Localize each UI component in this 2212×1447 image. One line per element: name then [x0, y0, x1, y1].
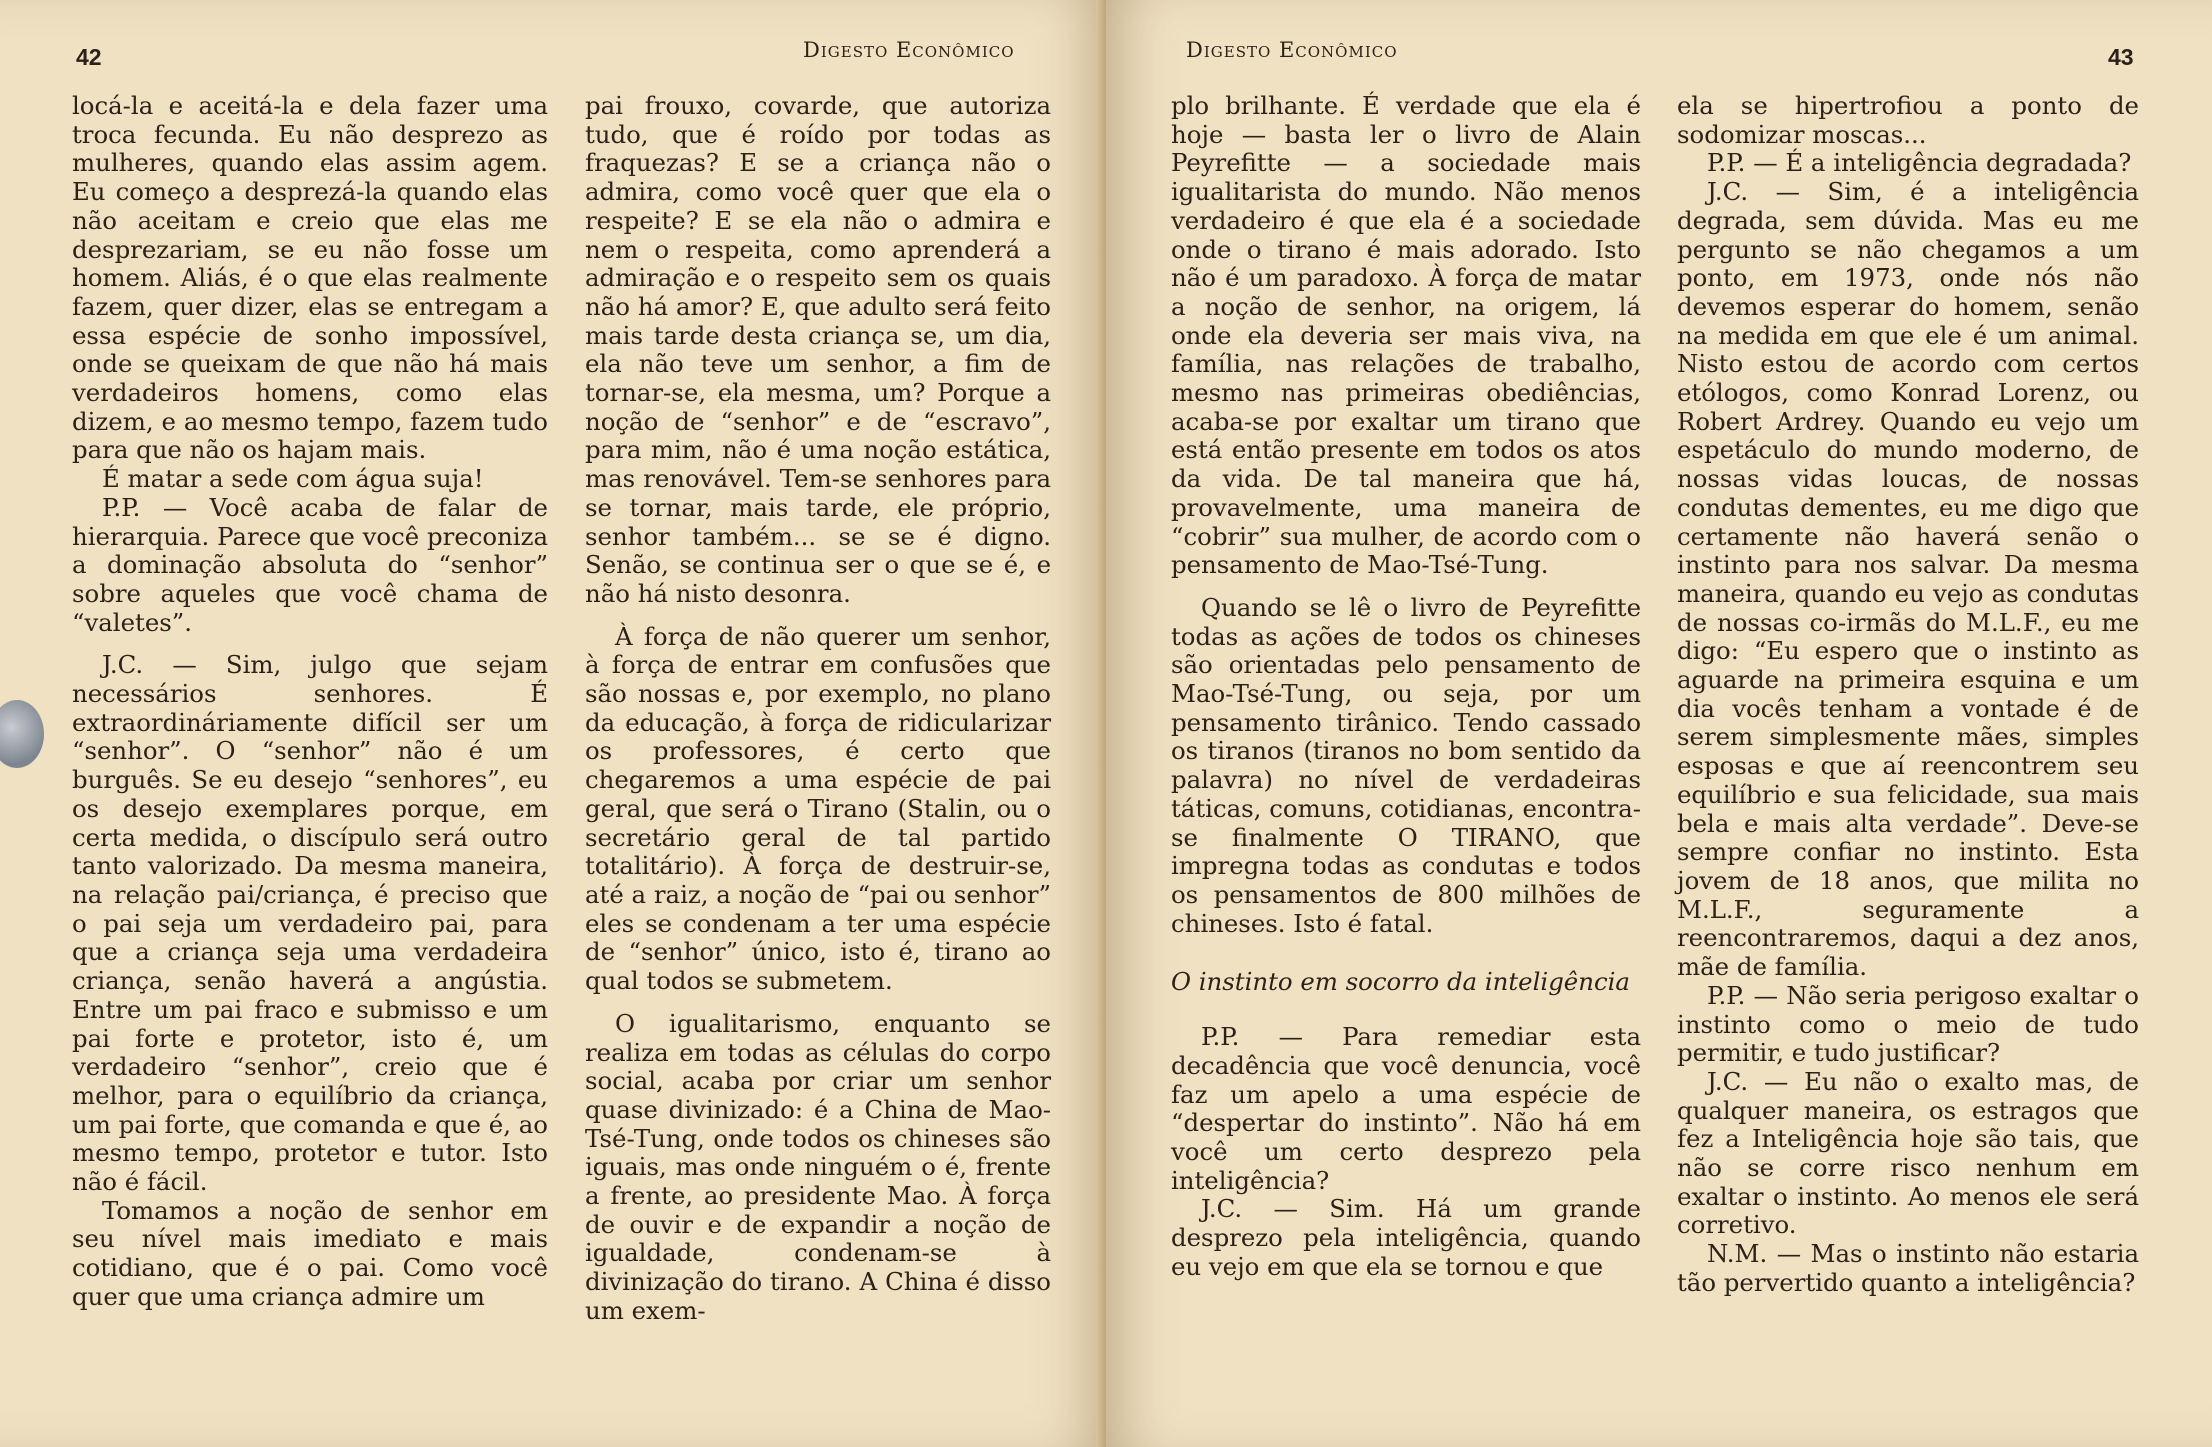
running-head-left: Digesto Econômico: [803, 38, 1015, 62]
paragraph: Tomamos a noção de senhor em seu nível mais imediato e mais cotidiano, que é o pai. Como você quer que uma criança admire um: [72, 1195, 548, 1311]
right-column-2: [1677, 92, 2139, 1298]
paragraph: P.P. — Para remediar esta decadência que você denuncia, você faz um apelo a uma espécie de “despertar do instinto”. Não há em você um certo desprezo pela inteligência?: [1171, 1022, 1641, 1195]
right-page: [1106, 0, 2212, 1447]
left-column-2: [585, 92, 1051, 1326]
paragraph: P.P. — Você acaba de falar de hierarquia. Parece que você preconiza a dominação absoluta do “senhor” sobre aqueles que você chama de “valetes”.: [72, 492, 548, 637]
paragraph: P.P. — É a inteligência degradada?: [1707, 148, 2132, 178]
paragraph: J.C. — Sim, julgo que sejam necessários senhores. É extraordináriamente difícil ser um “senhor”. O “senhor” não é um burguês. Se eu desejo “senhores”, eu os desejo exemplares porque, em certa medida, o discípulo será outro tanto valorizado. Da mesma maneira, na relação pai/criança, é preciso que o pai seja um verdadeiro pai, para que a criança seja uma verdadeira criança, senão haverá a angústia. Entre um pai fraco e submisso e um pai forte e protetor, isto é, um verdadeiro “senhor”, creio que é melhor, para o equilíbrio da criança, um pai forte, que comanda e que é, ao mesmo tempo, protetor e tutor. Isto não é fácil.: [72, 650, 548, 1197]
paragraph: O igualitarismo, enquanto se realiza em todas as células do corpo social, acaba por criar um senhor quase divinizado: é a China de Mao-Tsé-Tung, onde todos os chineses são iguais, mas onde ninguém o é, frente a frente, ao presidente Mao. À força de ouvir e de expandir a noção de igualdade, condenam-se à divinização do tirano. A China é disso um exem-: [585, 1008, 1051, 1325]
paragraph: pai frouxo, covarde, que autoriza tudo, que é roído por todas as fraquezas? E se a criança não o admira, como você quer que ela o respeite? E se ela não o admira e nem o respeita, como aprenderá a admiração e o respeito sem os quais não há amor? E, que adulto será feito mais tarde desta criança se, um dia, ela não teve um senhor, a fim de tornar-se, ela mesma, um? Porque a noção de “senhor” e de “escravo”, para mim, não é uma noção estática, mas renovável. Tem-se senhores para se tornar, mais tarde, ele próprio, senhor também... se se é digno. Senão, se continua ser o que se é, e não há nisto desonra.: [585, 91, 1051, 608]
section-heading: O instinto em socorro da inteligência: [1171, 967, 1630, 997]
page-number-left: 42: [76, 44, 102, 70]
page-number-right: 43: [2108, 44, 2134, 70]
paragraph: Quando se lê o livro de Peyrefitte todas as ações de todos os chineses são orientadas pelo pensamento de Mao-Tsé-Tung, ou seja, por um pensamento tirânico. Tendo cassado os tiranos (tiranos no bom sentido da palavra) no nível de verdadeiras táticas, comuns, cotidianas, encontra-se finalmente O TIRANO, que impregna todas as condutas e todos os pensamentos de 800 milhões de chineses. Isto é fatal.: [1171, 592, 1641, 938]
paragraph: J.C. — Sim. Há um grande desprezo pela inteligência, quando eu vejo em que ela se tornou e que: [1171, 1194, 1641, 1281]
paragraph: É matar a sede com água suja!: [102, 464, 484, 494]
paragraph: locá-la e aceitá-la e dela fazer uma troca fecunda. Eu não desprezo as mulheres, quando elas assim agem. Eu começo a desprezá-la quando elas não aceitam e creio que elas me desprezariam, se eu não fosse um homem. Aliás, é o que elas realmente fazem, quer dizer, elas se entregam a essa espécie de sonho impossível, onde se queixam de que não há mais verdadeiros homens, como elas dizem, e ao mesmo tempo, fazem tudo para que não os hajam mais.: [72, 91, 548, 465]
paragraph: À força de não querer um senhor, à força de entrar em confusões que são nossas e, por exemplo, no plano da educação, à força de ridicularizar os professores, é certo que chegaremos a uma espécie de pai geral, que será o Tirano (Stalin, ou o secretário geral de tal partido totalitário). À força de destruir-se, até a raiz, a noção de “pai ou senhor” eles se condenam a ter uma espécie de “senhor” único, isto é, tirano ao qual todos se submetem.: [585, 621, 1051, 996]
paragraph: plo brilhante. É verdade que ela é hoje — basta ler o livro de Alain Peyrefitte — a sociedade mais igualitarista do mundo. Não menos verdadeiro é que ela é a sociedade onde o tirano é mais adorado. Isto não é um paradoxo. À força de matar a noção de senhor, na origem, lá onde ela deveria ser mais viva, na família, nas relações de trabalho, mesmo nas primeiras obediências, acaba-se por exaltar um tirano que está então presente em todos os atos da vida. De tal maneira que há, provavelmente, uma maneira de “cobrir” sua mulher, de acordo com o pensamento de Mao-Tsé-Tung.: [1171, 91, 1641, 580]
coin-edge: [0, 700, 44, 768]
paragraph: N.M. — Mas o instinto não estaria tão pervertido quanto a inteligência?: [1677, 1239, 2139, 1297]
paragraph: J.C. — Sim, é a inteligência degrada, sem dúvida. Mas eu me pergunto se não chegamos a um ponto, em 1973, onde nós não devemos esperar do homem, senão na medida em que ele é um animal. Nisto estou de acordo com certos etólogos, como Konrad Lorenz, ou Robert Ardrey. Quando eu vejo um espetáculo do mundo moderno, de nossas vidas loucas, de nossas condutas dementes, eu me digo que certamente não haverá senão o instinto para nos salvar. Da mesma maneira, quando eu vejo as condutas de nossas co-irmãs do M.L.F., eu me digo: “Eu espero que o instinto as aguarde na primeira esquina e um dia vocês tenham a vontade é de serem simplesmente mães, simples esposas e que aí reencontrem seu equilíbrio e sua felicidade, sua mais bela e mais alta verdade”. Deve-se sempre confiar no instinto. Esta jovem de 18 anos, que milita no M.L.F., seguramente a reencontraremos, daqui a dez anos, mãe de família.: [1677, 177, 2139, 982]
right-column-1: [1171, 92, 1641, 1281]
running-head-right: Digesto Econômico: [1186, 38, 1398, 62]
left-column-1: [72, 92, 548, 1312]
paragraph: ela se hipertrofiou a ponto de sodomizar moscas...: [1677, 91, 2139, 149]
paragraph: J.C. — Eu não o exalto mas, de qualquer maneira, os estragos que fez a Inteligência hoje são tais, que não se corre risco nenhum em exaltar o instinto. Ao menos ele será corretivo.: [1677, 1066, 2139, 1240]
paragraph: P.P. — Não seria perigoso exaltar o instinto como o meio de tudo permitir, e tudo justificar?: [1677, 980, 2139, 1068]
